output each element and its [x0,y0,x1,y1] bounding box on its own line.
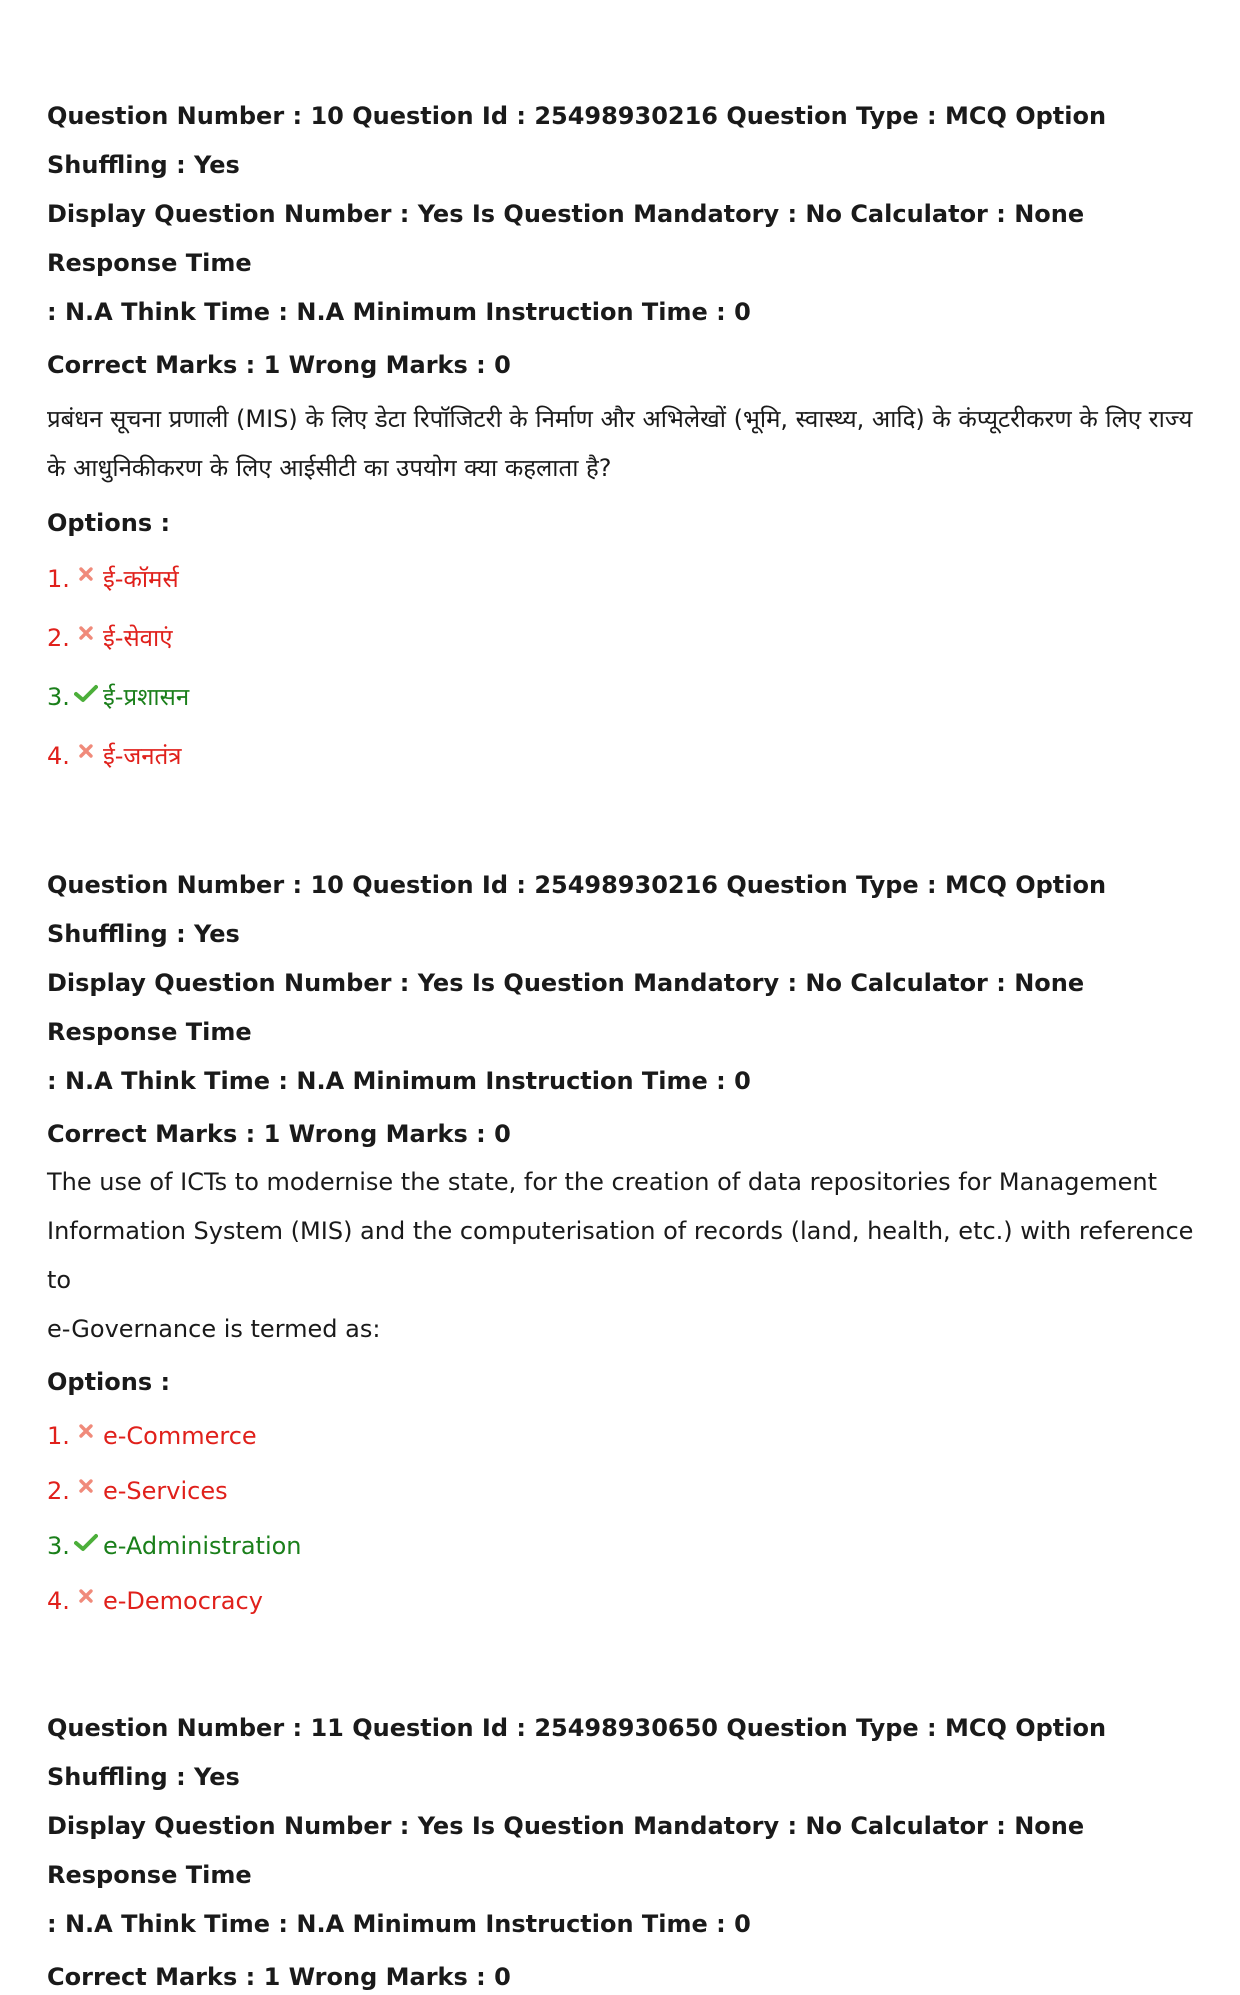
cross-icon [73,743,99,769]
option-item [47,1463,1207,1518]
question-meta-line: Display Question Number : Yes Is Question Mandatory : No Calculator : None Response Time [47,200,1085,277]
question-text-line: Information System (MIS) and the computerisation of records (land, health, etc.) with reference to [47,1217,1194,1294]
question-meta-line: : N.A Think Time : N.A Minimum Instruction Time : 0 [47,1910,751,1938]
option-number: 4. [47,1586,70,1615]
question-text [47,1158,1207,1354]
option-item [47,1408,1207,1463]
option-text: ई-कॉमर्स [103,564,179,593]
options-list [47,549,1207,785]
option-text: ई-सेवाएं [103,623,173,652]
option-number: 2. [47,623,70,652]
cross-icon [73,625,99,651]
option-text: e-Democracy [103,1586,263,1615]
question-text-line: e-Governance is termed as: [47,1315,381,1343]
question-text-line: प्रबंधन सूचना प्रणाली (MIS) के लिए डेटा रिपॉजिटरी के निर्माण और अभिलेखों (भूमि, स्वास्थ्य, आदि) के कंप्यूटरीकरण के लिए राज्य [47,405,1193,433]
question-marks: Correct Marks : 1 Wrong Marks : 0 [47,1120,511,1148]
option-number: 3. [47,682,70,711]
question-meta-line: Display Question Number : Yes Is Question Mandatory : No Calculator : None Response Time [47,969,1085,1046]
cross-icon [73,566,99,592]
option-number: 3. [47,1531,70,1560]
cross-icon [73,1588,99,1614]
options-label: Options : [47,1368,171,1396]
option-item [47,1573,1207,1628]
question-block-hindi [47,92,1207,785]
option-text: e-Services [103,1476,228,1505]
option-text: e-Administration [103,1531,302,1560]
option-item-correct [47,667,1207,726]
question-meta-line: : N.A Think Time : N.A Minimum Instruction Time : 0 [47,1067,751,1095]
option-number: 1. [47,1421,70,1450]
option-number: 4. [47,741,70,770]
option-item-correct [47,1518,1207,1573]
question-block-english [47,861,1207,1628]
cross-icon [73,1423,99,1449]
options-label: Options : [47,509,171,537]
question-meta-line: Display Question Number : Yes Is Question Mandatory : No Calculator : None Response Time [47,1812,1085,1889]
options-list [47,1408,1207,1628]
question-meta-line: : N.A Think Time : N.A Minimum Instruction Time : 0 [47,298,751,326]
question-meta-line: Question Number : 10 Question Id : 25498930216 Question Type : MCQ Option Shuffling : Yes [47,871,1107,948]
question-marks: Correct Marks : 1 Wrong Marks : 0 [47,1963,511,1991]
question-paper-page [47,92,1207,1995]
option-number: 1. [47,564,70,593]
option-number: 2. [47,1476,70,1505]
question-text [47,395,1207,493]
question-separator [47,1628,1207,1704]
question-marks: Correct Marks : 1 Wrong Marks : 0 [47,351,511,379]
cross-icon [73,1478,99,1504]
option-item [47,549,1207,608]
question-separator [47,785,1207,861]
check-icon [73,1533,99,1559]
check-icon [73,684,99,710]
option-text: ई-प्रशासन [103,682,190,711]
question-text-line: के आधुनिकीकरण के लिए आईसीटी का उपयोग क्या कहलाता है? [47,454,612,482]
option-item [47,608,1207,667]
option-text: ई-जनतंत्र [103,741,182,770]
question-block-next [47,1704,1207,1995]
question-meta-line: Question Number : 10 Question Id : 25498930216 Question Type : MCQ Option Shuffling : Yes [47,102,1107,179]
option-text: e-Commerce [103,1421,257,1450]
question-meta-line: Question Number : 11 Question Id : 25498930650 Question Type : MCQ Option Shuffling : Yes [47,1714,1107,1791]
question-text-line: The use of ICTs to modernise the state, for the creation of data repositories for Management [47,1168,1158,1196]
option-item [47,726,1207,785]
